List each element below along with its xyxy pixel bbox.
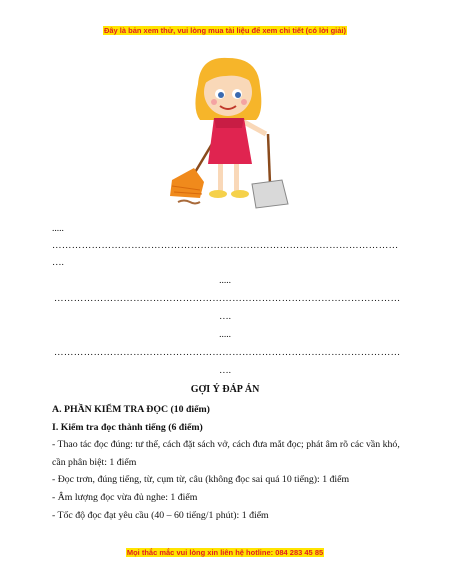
criteria-item-3: - Âm lượng đọc vừa đủ nghe: 1 điểm xyxy=(52,492,198,503)
answer-line-9: …. xyxy=(219,366,231,376)
preview-banner: Đây là bản xem thử, vui lòng mua tài liệu để xem chi tiết (có lời giải) xyxy=(103,26,347,35)
answer-line-5: …………………………………………………………………………………………… xyxy=(54,294,400,304)
criteria-item-2: - Đọc trơn, đúng tiếng, từ, cụm từ, câu (không đọc sai quá 10 tiếng): 1 điểm xyxy=(52,474,350,485)
answer-line-6: …. xyxy=(219,312,231,322)
answer-line-7: ..... xyxy=(219,330,231,340)
answer-line-4: ..... xyxy=(219,276,231,286)
part-a-heading: A. PHẦN KIỂM TRA ĐỌC (10 điểm) xyxy=(52,404,210,415)
answer-line-1: ..... xyxy=(52,224,64,234)
answer-line-8: …………………………………………………………………………………………… xyxy=(54,348,400,358)
hotline-banner: Mọi thắc mắc vui lòng xin liên hệ hotline: 084 283 45 85 xyxy=(126,548,324,557)
section-title: GỢI Ý ĐÁP ÁN xyxy=(190,384,260,395)
criteria-item-4: - Tốc độ đọc đạt yêu cầu (40 – 60 tiếng/1 phút): 1 điểm xyxy=(52,510,269,521)
answer-line-2: …………………………………………………………………………………………… xyxy=(52,241,398,251)
criteria-item-1: - Thao tác đọc đúng: tư thế, cách đặt sách vở, cách đưa mắt đọc; phát âm rõ các vần khó, cần phân biệt: 1 điểm xyxy=(52,439,400,468)
girl-sweeping-icon xyxy=(160,56,290,216)
answer-line-3: …. xyxy=(52,258,64,268)
part-i-heading: I. Kiểm tra đọc thành tiếng (6 điểm) xyxy=(52,422,203,433)
